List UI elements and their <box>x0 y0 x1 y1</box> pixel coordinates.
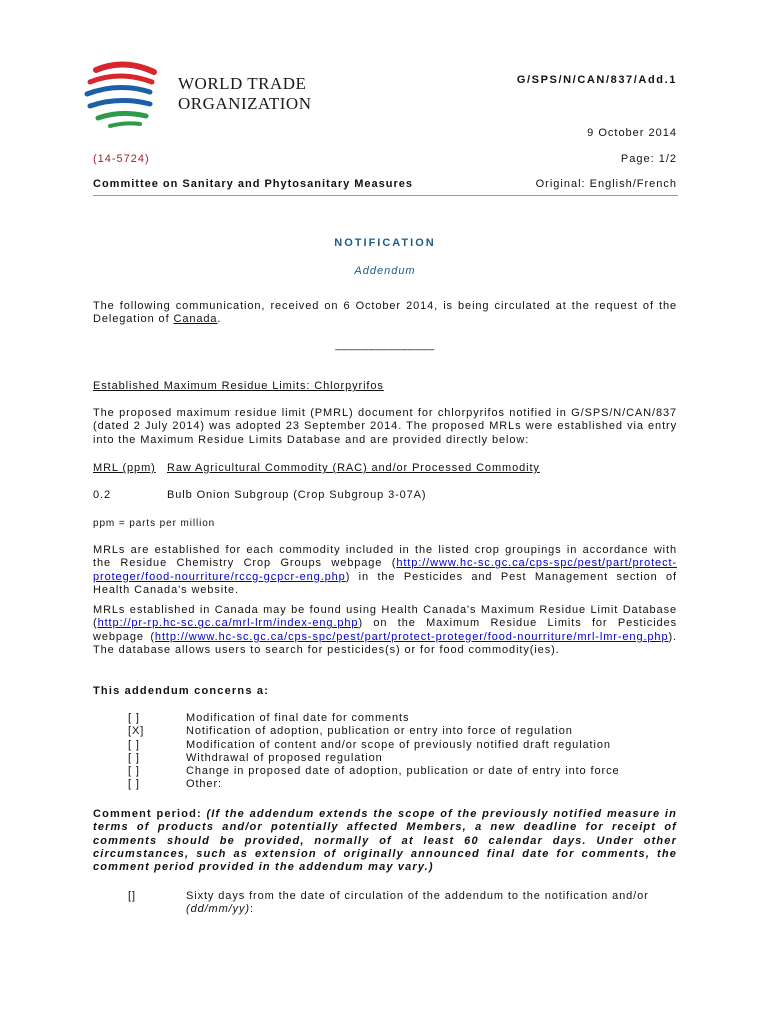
document-date: 9 October 2014 <box>587 127 677 139</box>
mrl-value: 0.2 <box>93 489 111 501</box>
page-title: NOTIFICATION <box>334 237 436 249</box>
mrl-pesticides-link[interactable]: http://www.hc-sc.gc.ca/cps-spc/pest/part/protect-proteger/food-nourriture/mrl-lmr-eng.php <box>154 630 669 643</box>
comment-option-checkbox[interactable]: [] <box>128 890 136 902</box>
comment-option-label: Sixty days from the date of circulation of the addendum to the notification and/or <box>186 890 649 902</box>
intro-paragraph <box>93 300 677 327</box>
checkbox-checked[interactable]: [X] <box>128 725 145 738</box>
concern-label: Modification of final date for comments <box>186 712 410 724</box>
commodity-column-header: Raw Agricultural Commodity (RAC) and/or Processed Commodity <box>167 462 540 474</box>
document-number: (14-5724) <box>93 153 150 165</box>
concern-label: Withdrawal of proposed regulation <box>186 751 383 764</box>
para2-text-middle: ) on the Maximum Residue Limits for Pesticides webpage ( <box>93 617 677 643</box>
comment-option-text <box>186 890 678 917</box>
footnote: ppm = parts per million <box>93 518 216 529</box>
comment-period-paragraph <box>93 808 677 874</box>
section-body: The proposed maximum residue limit (PMRL) document for chlorpyrifos notified in G/SPS/N/CAN/837 (dated 2 July 2014) was adopted 23 September 2014. The proposed MRLs were established via entry into the Maximum Residue Limits Database and are provided directly below: <box>93 407 677 446</box>
wto-logo-icon <box>84 60 168 130</box>
mrl-database-link[interactable]: http://pr-rp.hc-sc.gc.ca/mrl-lrm/index-eng.php <box>97 617 359 630</box>
mrl-database-paragraph <box>93 604 677 657</box>
comment-option-colon: : <box>250 903 254 916</box>
committee-name: Committee on Sanitary and Phytosanitary Measures <box>93 178 414 190</box>
comment-period-label: Comment period: <box>93 808 207 820</box>
concern-item <box>128 752 619 765</box>
separator: _______________ <box>335 339 435 351</box>
document-symbol: G/SPS/N/CAN/837/Add.1 <box>516 74 677 86</box>
para2-text-end: ). The database allows users to search for pesticides(s) or for food commodity(ies). <box>93 630 677 656</box>
checkbox[interactable]: [ ] <box>128 778 140 791</box>
original-language: Original: English/French <box>535 178 677 190</box>
concern-item <box>128 725 619 738</box>
country-name: Canada <box>173 313 218 326</box>
concerns-title: This addendum concerns a: <box>93 685 270 697</box>
header-divider <box>93 195 678 196</box>
intro-text: The following communication, received on 6 October 2014, is being circulated at the request of the Delegation of <box>93 300 677 326</box>
page-indicator: Page: 1/2 <box>620 153 677 165</box>
crop-groups-paragraph <box>93 544 677 597</box>
para1-text-end: ) in the Pesticides and Pest Management section of Health Canada's website. <box>93 570 677 596</box>
org-name-line1: WORLD TRADE <box>178 74 307 93</box>
concern-label: Other: <box>186 778 222 791</box>
section-title: Established Maximum Residue Limits: Chlorpyrifos <box>93 380 384 392</box>
concerns-list <box>128 712 619 792</box>
mrl-column-header: MRL (ppm) <box>93 462 156 474</box>
concern-label: Modification of content and/or scope of previously notified draft regulation <box>186 738 611 751</box>
concern-item <box>128 765 619 778</box>
checkbox[interactable]: [ ] <box>128 712 140 724</box>
para2-text: MRLs established in Canada may be found using Health Canada's Maximum Residue Limit Database ( <box>93 604 677 630</box>
commodity-value: Bulb Onion Subgroup (Crop Subgroup 3-07A) <box>167 489 427 501</box>
concern-item <box>128 778 619 791</box>
page-subtitle: Addendum <box>354 265 416 277</box>
concern-label: Change in proposed date of adoption, publication or date of entry into force <box>186 765 620 778</box>
crop-groups-link[interactable]: http://www.hc-sc.gc.ca/cps-spc/pest/part/protect-proteger/food-nourriture/rccg-gcpcr-eng.php <box>93 557 677 583</box>
org-name-line2: ORGANIZATION <box>178 94 312 113</box>
checkbox[interactable]: [ ] <box>128 751 140 764</box>
concern-item <box>128 712 619 725</box>
comment-period-text: (If the addendum extends the scope of the previously notified measure in terms of products and/or potentially affected Members, a new deadline for receipt of comments should be provided, normally of at least 60 calendar days. Under other circumstances, such as extension of originally announced final date for comments, the comment period provided in the addendum may vary.) <box>93 808 678 874</box>
comment-option-date: (dd/mm/yy) <box>186 903 250 916</box>
intro-text-end: . <box>217 313 222 326</box>
para1-text: MRLs are established for each commodity included in the listed crop groupings in accordance with the Residue Chemistry Crop Groups webpage ( <box>93 544 677 570</box>
checkbox[interactable]: [ ] <box>128 765 140 778</box>
concern-label: Notification of adoption, publication or entry into force of regulation <box>186 725 573 738</box>
concern-item <box>128 739 619 752</box>
checkbox[interactable]: [ ] <box>128 738 140 751</box>
org-name <box>178 74 311 114</box>
